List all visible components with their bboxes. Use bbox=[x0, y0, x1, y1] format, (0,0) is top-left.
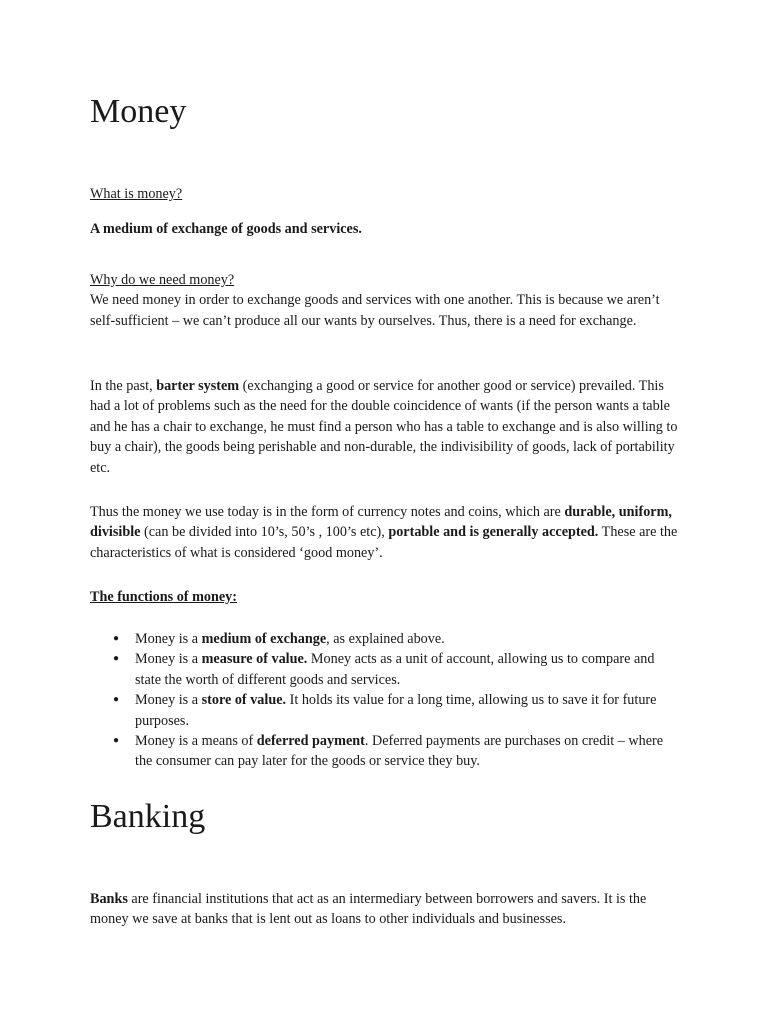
question-what-is-money: What is money? bbox=[90, 186, 183, 202]
item-bold: medium of exchange bbox=[201, 631, 327, 647]
good-money-text-3: These are the characteristics of what is considered ‘good money’. bbox=[90, 524, 678, 561]
banking-heading: Banking bbox=[90, 798, 206, 835]
good-money-text-1: Thus the money we use today is in the form of currency notes and coins, which are bbox=[90, 504, 565, 520]
bullet-icon: ● bbox=[113, 694, 120, 706]
banks-bold: Banks bbox=[90, 891, 128, 907]
item-text: Money is a bbox=[135, 651, 202, 668]
barter-text-2: (exchanging a good or service for another good or service) prevailed. This had a lot of problems such as the need for the double coincidence of wants (if the person wants a table and he has a chair to exchange, he must find a person who has a table to exchange and is also willing to buy a chair), the goods being perishable and non-durable, the indivisibility of goods, lack of portability etc. bbox=[90, 378, 678, 476]
item-text: Money is a bbox=[135, 631, 202, 647]
answer-what-is-money bbox=[90, 219, 680, 239]
list-item bbox=[90, 649, 680, 690]
barter-paragraph bbox=[90, 376, 680, 478]
item-text: Money acts as a unit of account, allowing us to compare and state the worth of different goods and services. bbox=[135, 651, 655, 688]
need-money-text: We need money in order to exchange goods and services with one another. This is because we aren’t self-sufficient – we can’t produce all our wants by ourselves. Thus, there is a need for exchange. bbox=[90, 292, 660, 329]
question-why-need-money: Why do we need money? bbox=[90, 272, 235, 288]
item-text: . Deferred payments are purchases on credit – where the consumer can pay later for the goods or service they buy. bbox=[135, 733, 664, 770]
functions-list bbox=[90, 629, 680, 772]
banks-text: are financial institutions that act as an intermediary between borrowers and savers. It is the money we save at banks that is lent out as loans to other individuals and businesses. bbox=[90, 891, 647, 928]
answer-bold: A medium of exchange of goods and services. bbox=[90, 221, 362, 237]
good-money-bold-1: durable, uniform, divisible bbox=[90, 504, 672, 541]
barter-bold: barter system bbox=[156, 378, 240, 394]
list-item bbox=[90, 629, 680, 649]
banks-paragraph bbox=[90, 889, 680, 930]
good-money-paragraph bbox=[90, 502, 680, 563]
good-money-text-2: (can be divided into 10’s, 50’s , 100’s etc), bbox=[140, 524, 389, 541]
functions-heading bbox=[90, 587, 680, 607]
functions-heading-bold: The functions of money: bbox=[90, 589, 238, 605]
good-money-bold-2: portable and is generally accepted. bbox=[388, 524, 599, 541]
item-text: , as explained above. bbox=[326, 631, 445, 647]
bullet-icon: ● bbox=[113, 735, 120, 747]
money-heading: Money bbox=[90, 93, 187, 130]
need-money-paragraph bbox=[90, 270, 680, 331]
item-text: Money is a means of bbox=[135, 733, 257, 750]
barter-text-1: In the past, bbox=[90, 378, 157, 394]
item-bold: measure of value. bbox=[201, 651, 308, 668]
bullet-icon: ● bbox=[113, 653, 120, 665]
list-item bbox=[90, 731, 680, 772]
item-bold: store of value. bbox=[201, 692, 287, 709]
bullet-icon: ● bbox=[113, 633, 120, 644]
item-text: It holds its value for a long time, allowing us to save it for future purposes. bbox=[135, 692, 657, 729]
item-text: Money is a bbox=[135, 692, 202, 709]
item-bold: deferred payment bbox=[256, 733, 365, 750]
list-item bbox=[90, 690, 680, 731]
